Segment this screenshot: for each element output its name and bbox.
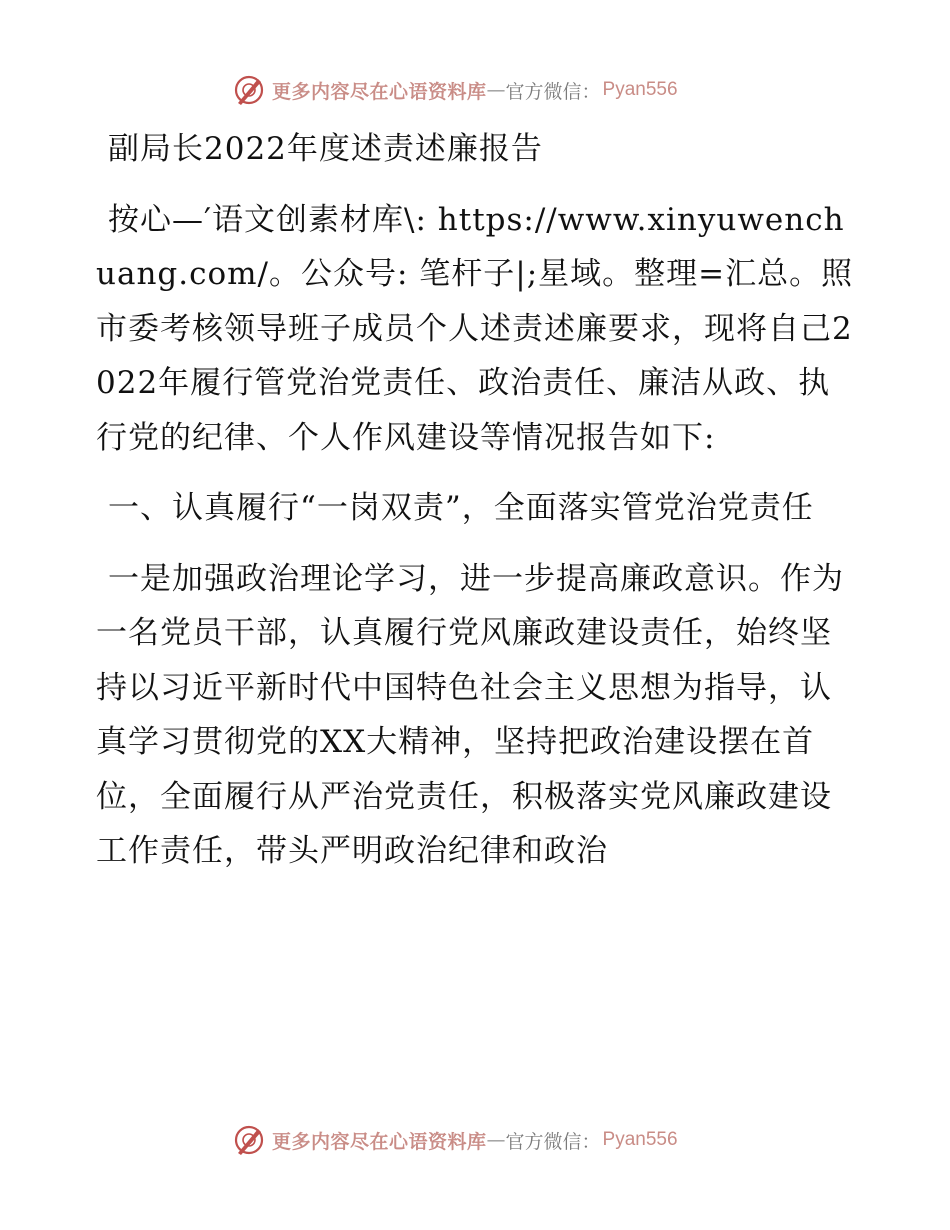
watermark-separator: — <box>486 79 506 101</box>
watermark-separator: — <box>486 1129 506 1151</box>
brush-logo-icon <box>232 1123 266 1157</box>
section-heading: 一、认真履行“一岗双责”，全面落实管党治党责任 <box>108 490 814 526</box>
brush-logo-icon <box>232 73 266 107</box>
watermark-brand: 更多内容尽在心语资料库 <box>272 80 487 103</box>
watermark-wechat-id: Pyan556 <box>602 79 678 100</box>
header-watermark <box>232 72 678 108</box>
watermark-label: 官方微信： <box>505 80 601 103</box>
document-body <box>96 122 856 895</box>
document-title: 副局长2022年度述责述廉报告 <box>108 131 543 167</box>
paragraph-intro: 按心—′语文创素材库\: https://www.xinyuwenchuang.com/。公众号: 笔杆子|;星域。整理=汇总。照市委考核领导班子成员个人述责述廉要求，现将自己2022年履行管党治党责任、政治责任、廉洁从政、执行党的纪律、个人作风建设等情况报告如下: <box>96 201 854 456</box>
paragraph-section-1: 一是加强政治理论学习，进一步提高廉政意识。作为一名党员干部，认真履行党风廉政建设责任，始终坚持以习近平新时代中国特色社会主义思想为指导，认真学习贯彻党的XX大精神，坚持把政治建设摆在首位，全面履行从严治党责任，积极落实党风廉政建设工作责任，带头严明政治纪律和政治 <box>96 560 844 869</box>
watermark-brand: 更多内容尽在心语资料库 <box>272 1130 487 1153</box>
watermark-label: 官方微信： <box>505 1130 601 1153</box>
watermark-wechat-id: Pyan556 <box>602 1129 678 1150</box>
footer-watermark <box>232 1122 678 1158</box>
